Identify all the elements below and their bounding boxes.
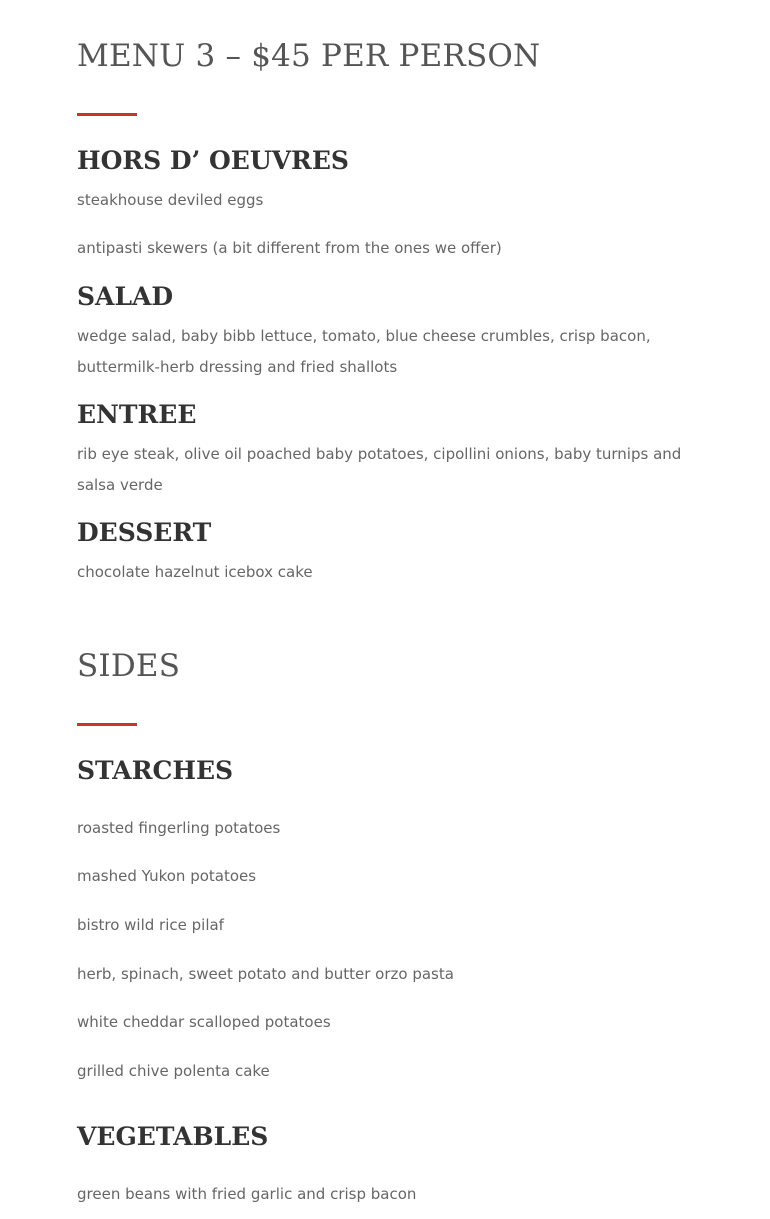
menu-item: chocolate hazelnut icebox cake [77,563,313,581]
group-heading-starches: STARCHES [77,756,234,785]
course-heading-entree: ENTREE [77,400,197,429]
side-item: mashed Yukon potatoes [77,867,257,885]
side-item: roasted fingerling potatoes [77,819,281,837]
sides-title: SIDES [77,648,181,684]
group-heading-vegetables: VEGETABLES [77,1122,269,1151]
menu-item: rib eye steak, olive oil poached baby potatoes, cipollini onions, baby turnips and salsa verde [77,445,682,494]
side-item: bistro wild rice pilaf [77,916,224,934]
title-accent-rule [77,723,137,726]
course-heading-dessert: DESSERT [77,518,212,547]
menu-3-title: MENU 3 – $45 PER PERSON [77,38,541,74]
side-item: white cheddar scalloped potatoes [77,1013,331,1031]
menu-item: antipasti skewers (a bit different from the ones we offer) [77,239,502,257]
side-item: grilled chive polenta cake [77,1062,270,1080]
menu-item: steakhouse deviled eggs [77,191,264,209]
side-item: herb, spinach, sweet potato and butter orzo pasta [77,965,454,983]
side-item: green beans with fried garlic and crisp bacon [77,1185,417,1203]
menu-item: wedge salad, baby bibb lettuce, tomato, blue cheese crumbles, crisp bacon, buttermilk-herb dressing and fried shallots [77,327,651,376]
course-heading-hors-doeuvres: HORS D’ OEUVRES [77,146,349,175]
course-heading-salad: SALAD [77,282,174,311]
title-accent-rule [77,113,137,116]
